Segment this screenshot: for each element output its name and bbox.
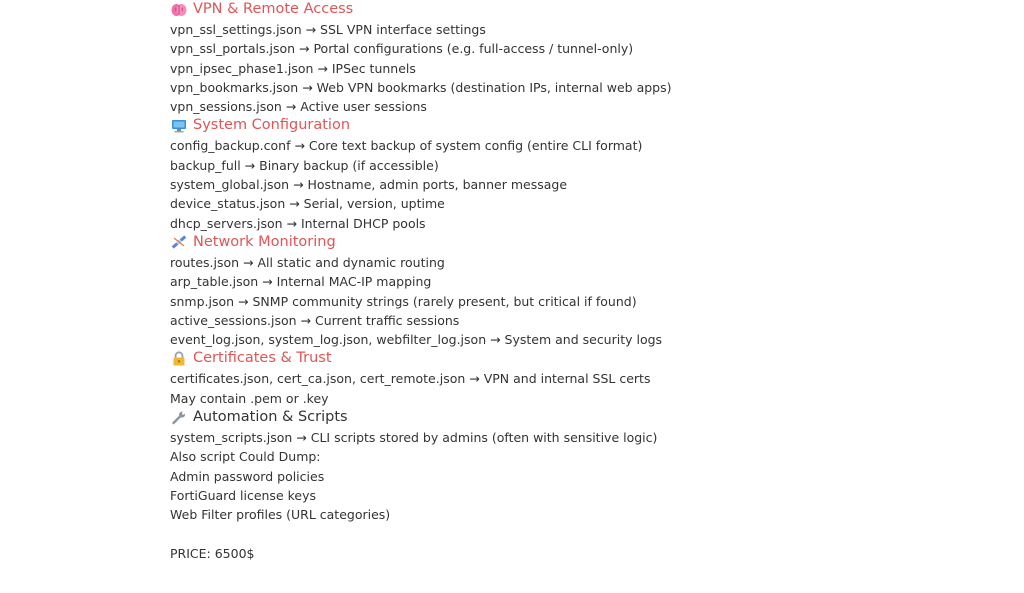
list-item: May contain .pem or .key xyxy=(170,390,329,406)
list-item: event_log.json, system_log.json, webfilter_log.json → System and security logs xyxy=(170,332,663,348)
list-item: FortiGuard license keys xyxy=(170,487,317,503)
lock-icon xyxy=(170,350,187,367)
section-heading-certificates xyxy=(170,348,990,369)
list-item: arp_table.json → Internal MAC-IP mapping xyxy=(170,274,432,290)
list-item: active_sessions.json → Current traffic sessions xyxy=(170,312,460,328)
wrench-icon xyxy=(170,409,187,426)
section-heading-automation xyxy=(170,407,990,428)
list-item: system_global.json → Hostname, admin ports, banner message xyxy=(170,177,568,193)
list-item: vpn_ssl_settings.json → SSL VPN interface settings xyxy=(170,22,486,37)
computer-icon xyxy=(170,117,187,134)
listing-content xyxy=(170,0,990,563)
list-item: vpn_ipsec_phase1.json → IPSec tunnels xyxy=(170,60,416,76)
section-title: Network Monitoring xyxy=(193,233,336,250)
section-heading-vpn xyxy=(170,0,990,20)
list-item: system_scripts.json → CLI scripts stored by admins (often with sensitive logic) xyxy=(170,430,658,446)
list-item: snmp.json → SNMP community strings (rarely present, but critical if found) xyxy=(170,293,637,309)
satellite-icon xyxy=(170,234,187,251)
list-item: routes.json → All static and dynamic routing xyxy=(170,254,445,270)
list-item: vpn_sessions.json → Active user sessions xyxy=(170,99,427,115)
price-text: PRICE: 6500$ xyxy=(170,545,255,561)
section-heading-network xyxy=(170,232,990,253)
list-item: backup_full → Binary backup (if accessible) xyxy=(170,157,439,173)
section-title: Automation & Scripts xyxy=(193,409,348,426)
list-item: vpn_bookmarks.json → Web VPN bookmarks (destination IPs, internal web apps) xyxy=(170,79,672,95)
list-item: Also script Could Dump: xyxy=(170,449,321,465)
list-item: dhcp_servers.json → Internal DHCP pools xyxy=(170,215,426,231)
section-title: Certificates & Trust xyxy=(193,350,332,367)
list-item: vpn_ssl_portals.json → Portal configurations (e.g. full-access / tunnel-only) xyxy=(170,41,634,57)
list-item: Web Filter profiles (URL categories) xyxy=(170,507,391,523)
list-item: config_backup.conf → Core text backup of system config (entire CLI format) xyxy=(170,138,643,154)
brain-icon xyxy=(170,1,187,18)
spacer xyxy=(170,525,990,544)
list-item: certificates.json, cert_ca.json, cert_remote.json → VPN and internal SSL certs xyxy=(170,371,651,387)
section-title: VPN & Remote Access xyxy=(193,1,354,17)
list-item: Admin password policies xyxy=(170,468,325,484)
section-heading-system xyxy=(170,115,990,136)
section-title: System Configuration xyxy=(193,117,351,134)
list-item: device_status.json → Serial, version, uptime xyxy=(170,196,445,212)
